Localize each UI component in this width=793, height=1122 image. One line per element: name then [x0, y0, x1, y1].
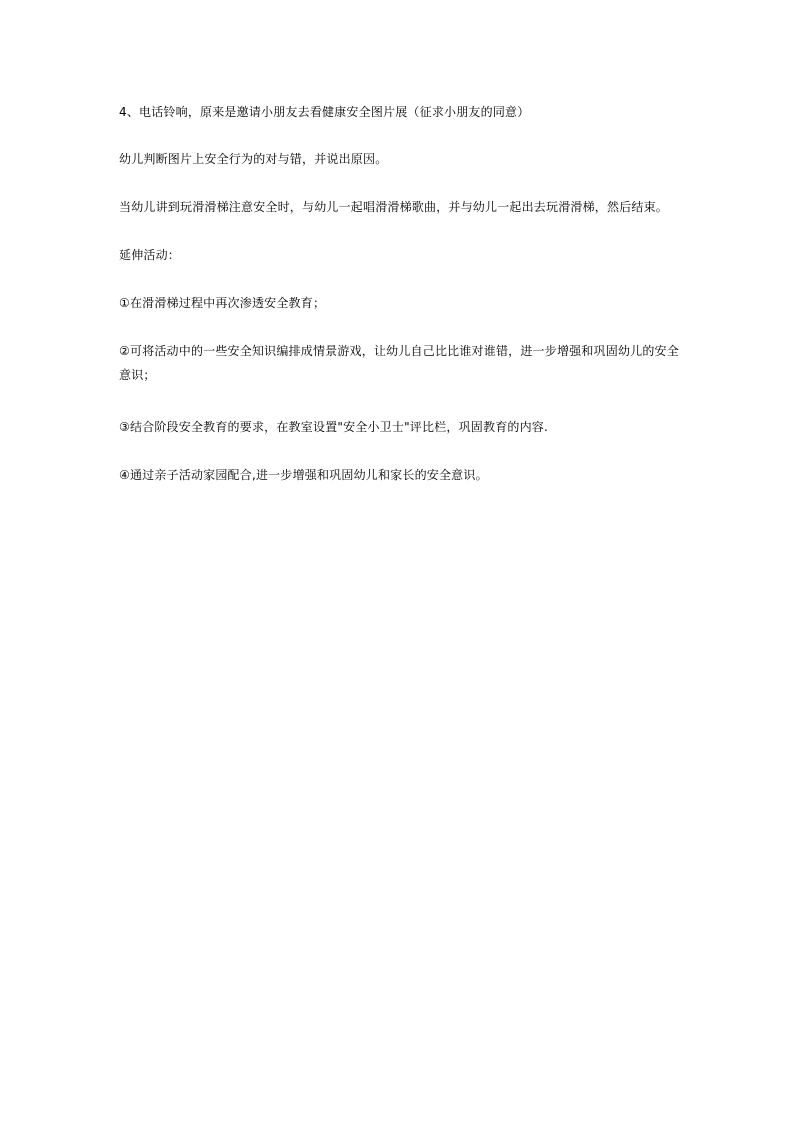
extension-item-2: ②可将活动中的一些安全知识编排成情景游戏，让幼儿自己比比谁对谁错，进一步增强和巩固幼儿的安全意识； [119, 344, 679, 382]
extension-item-1: ①在滑滑梯过程中再次渗透安全教育； [119, 296, 326, 310]
paragraph-slide-song: 当幼儿讲到玩滑滑梯注意安全时，与幼儿一起唱滑滑梯歌曲，并与幼儿一起出去玩滑滑梯，然后结束。 [119, 200, 669, 214]
paragraph-step-4: 4、电话铃响，原来是邀请小朋友去看健康安全图片展（征求小朋友的同意） [119, 105, 530, 119]
paragraph-judge-pictures: 幼儿判断图片上安全行为的对与错，并说出原因。 [119, 152, 388, 166]
extension-item-4: ④通过亲子活动家园配合,进一步增强和巩固幼儿和家长的安全意识。 [119, 468, 488, 482]
extension-activities-heading: 延伸活动： [119, 248, 181, 262]
extension-item-3: ③结合阶段安全教育的要求，在教室设置"安全小卫士"评比栏，巩固教育的内容. [119, 420, 549, 434]
